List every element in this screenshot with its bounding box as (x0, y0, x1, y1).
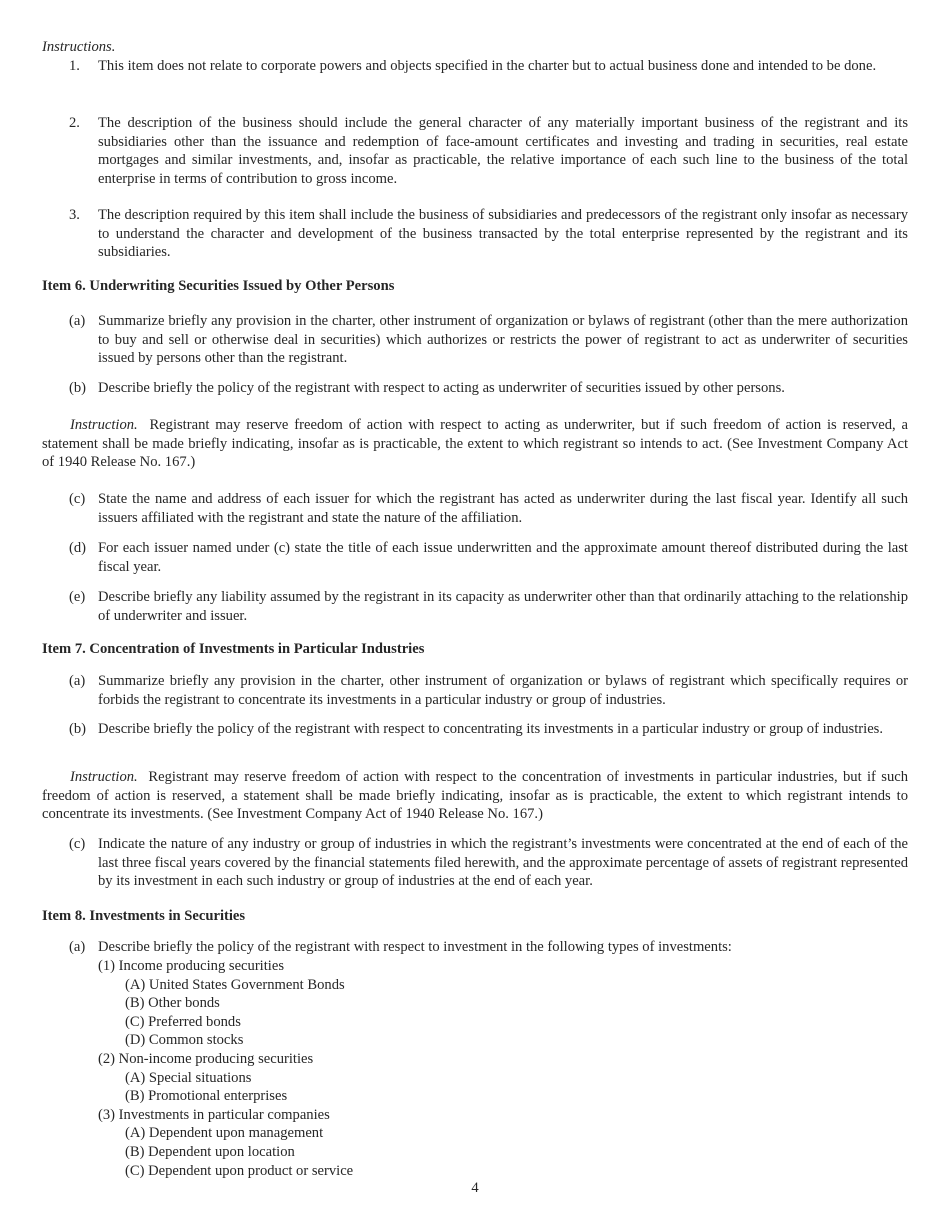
item-label: (b) (69, 721, 87, 737)
instruction-text: The description of the business should include the general character of any materially important business of the registrant and its subsidiaries other than the issuance and redemption of face-amount certificates and investing and trading in securities, real estate mortgages and similar investments, and, insofar as practicable, the relative importance of each such line to the business of the total enterprise in terms of contribution to gross income. (98, 115, 908, 187)
list-item: (B) Other bonds (125, 995, 220, 1012)
instruction-item-3 (42, 206, 908, 262)
instruction-text: Registrant may reserve freedom of action with respect to the concentration of investments in particular industries, but if such freedom of action is reserved, a statement shall be made briefly indicating, insofar as is practicable, the extent to which registrant intends to concentrate its investments. (See Investment Company Act of 1940 Release No. 167.) (42, 769, 909, 823)
list-item: (C) Preferred bonds (125, 1013, 241, 1030)
item-label: (c) (69, 491, 86, 507)
instruction-number: 2. (69, 115, 80, 131)
item-label: (c) (69, 836, 86, 852)
item-7-c (42, 835, 908, 891)
list-item: (C) Dependent upon product or service (125, 1162, 354, 1179)
list-item: (3) Investments in particular companies (98, 1106, 330, 1123)
item-6-c (42, 490, 908, 527)
item-6-b (42, 379, 908, 398)
list-item: (B) Promotional enterprises (125, 1088, 288, 1105)
item-6-e (42, 588, 908, 625)
item-text: Describe briefly the policy of the registrant with respect to acting as underwriter of securities issued by other persons. (98, 380, 785, 396)
item-8-a (42, 938, 908, 957)
instruction-number: 3. (69, 207, 80, 223)
instruction-item-2 (42, 114, 908, 188)
item-text: Describe briefly the policy of the registrant with respect to investment in the following types of investments: (98, 939, 732, 955)
item-6-instruction (42, 416, 908, 472)
instruction-label: Instruction. (70, 417, 138, 433)
item-text: Summarize briefly any provision in the charter, other instrument of organization or bylaws of registrant (other than the mere authorization to buy and sell or otherwise deal in securities) which authorizes or restricts the power of registrant to act as underwriter of securities issued by persons other than the registrant. (98, 313, 908, 367)
item-text: Summarize briefly any provision in the charter, other instrument of organization or bylaws of registrant which specifically requires or forbids the registrant to concentrate its investments in a particular industry or group of industries. (98, 673, 908, 708)
instruction-number: 1. (69, 58, 80, 74)
item-7-a (42, 672, 908, 709)
list-item: (2) Non-income producing securities (98, 1050, 314, 1067)
list-item: (B) Dependent upon location (125, 1143, 295, 1160)
item-label: (a) (69, 939, 86, 955)
item-label: (a) (69, 673, 86, 689)
item-label: (a) (69, 313, 86, 329)
instruction-text: The description required by this item shall include the business of subsidiaries and predecessors of the registrant only insofar as necessary to understand the character and development of the business transacted by the total enterprise represented by the registrant and its subsidiaries. (98, 207, 908, 261)
item-6-a (42, 312, 908, 368)
item-7-b (42, 720, 908, 739)
item-6-d (42, 539, 908, 576)
item-text: Describe briefly the policy of the registrant with respect to concentrating its investments in a particular industry or group of industries. (98, 721, 884, 737)
page-number: 4 (471, 1180, 479, 1196)
item-text: For each issuer named under (c) state the title of each issue underwritten and the approximate amount thereof distributed during the last fiscal year. (98, 540, 908, 575)
instruction-item-1 (42, 57, 908, 76)
item-label: (d) (69, 540, 87, 556)
instructions-heading: Instructions. (42, 39, 116, 55)
instruction-text: Registrant may reserve freedom of action with respect to acting as underwriter, but if such freedom of action is reserved, a statement shall be made briefly indicating, insofar as is practicable, the extent to which registrant so intends to act. (See Investment Company Act of 1940 Release No. 167.) (42, 417, 909, 471)
item-text: Indicate the nature of any industry or group of industries in which the registrant’s investments were concentrated at the end of each of the last three fiscal years covered by the financial statements filed herewith, and the approximate percentage of assets of registrant represented by its investment in each such industry or group of industries at the end of each year. (98, 836, 908, 890)
instruction-label: Instruction. (70, 769, 138, 785)
item-8-heading: Item 8. Investments in Securities (42, 908, 246, 924)
item-text: Describe briefly any liability assumed by the registrant in its capacity as underwriter other than that ordinarily attaching to the relationship of underwriter and issuer. (98, 589, 908, 624)
instruction-text: This item does not relate to corporate powers and objects specified in the charter but to actual business done and intended to be done. (98, 58, 877, 74)
list-item: (A) Dependent upon management (125, 1125, 324, 1142)
list-item: (A) Special situations (125, 1069, 252, 1086)
item-label: (b) (69, 380, 87, 396)
item-6-heading: Item 6. Underwriting Securities Issued by Other Persons (42, 278, 395, 294)
item-7-instruction (42, 768, 908, 824)
investment-types-list (42, 957, 908, 1180)
item-text: State the name and address of each issuer for which the registrant has acted as underwriter during the last fiscal year. Identify all such issuers affiliated with the registrant and state the nature of the affiliation. (98, 491, 908, 526)
list-item: (D) Common stocks (125, 1032, 244, 1049)
item-7-heading: Item 7. Concentration of Investments in Particular Industries (42, 641, 425, 657)
item-label: (e) (69, 589, 86, 605)
list-item: (1) Income producing securities (98, 958, 285, 974)
list-item: (A) United States Government Bonds (125, 976, 345, 993)
